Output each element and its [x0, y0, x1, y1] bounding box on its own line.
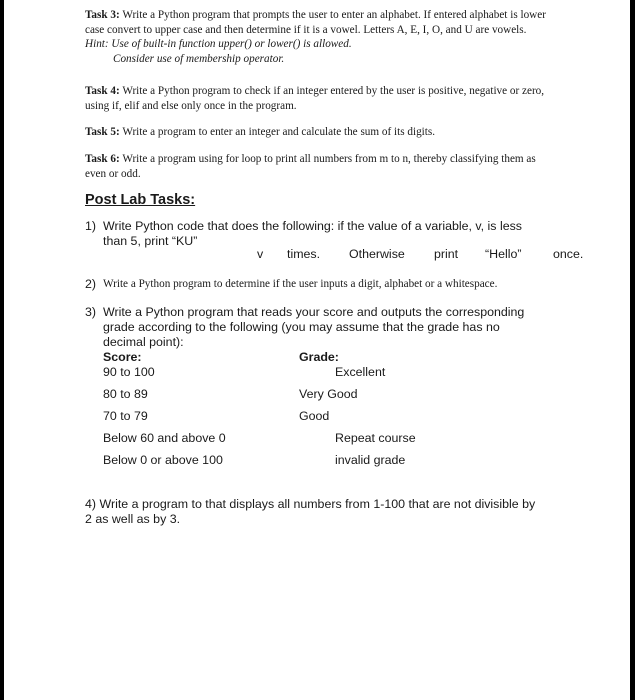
- task-3: [85, 8, 595, 66]
- grade-row-5: invalid grade: [335, 453, 406, 467]
- question-4-line-1: Write a program to that displays all numbers from 1-100 that are not divisible by: [99, 497, 536, 511]
- question-3-line-3: decimal point):: [103, 335, 184, 349]
- post-lab-question-1: [85, 219, 592, 249]
- question-3-line-2: grade according to the following (you may assume that the grade has no: [103, 320, 500, 334]
- score-row-5: Below 0 or above 100: [103, 453, 223, 467]
- post-lab-question-3: [85, 305, 592, 350]
- task-5-label: Task 5:: [85, 126, 120, 138]
- question-1-word-print: print: [434, 247, 459, 261]
- task-3-line-2: case convert to upper case and then determine if it is a vowel. Letters A, E, I, O, and U are vowels.: [85, 23, 527, 36]
- question-4-line-2: 2 as well as by 3.: [85, 512, 181, 526]
- question-2-number: 2): [85, 277, 97, 291]
- post-lab-question-4: [85, 497, 595, 527]
- task-6-label: Task 6:: [85, 153, 120, 165]
- question-3-line-1: Write a Python program that reads your score and outputs the corresponding: [103, 305, 525, 319]
- task-4-line-1: Write a Python program to check if an integer entered by the user is positive, negative or zero,: [122, 85, 545, 97]
- score-header: Score:: [103, 350, 142, 364]
- task-4: [85, 84, 595, 113]
- grade-header: Grade:: [299, 350, 339, 364]
- question-1-word-once: once.: [553, 247, 584, 261]
- grade-row-4: Repeat course: [335, 431, 416, 445]
- grade-row-2: Very Good: [299, 387, 358, 401]
- score-row-4: Below 60 and above 0: [103, 431, 226, 445]
- task-5: [85, 125, 595, 140]
- task-3-hint: Hint: Use of built-in function upper() or lower() is allowed.: [85, 38, 352, 50]
- document-page: [4, 0, 630, 700]
- task-6-line-2: even or odd.: [85, 167, 141, 180]
- task-3-line-1: Write a Python program that prompts the user to enter an alphabet. If entered alphabet is lower: [122, 9, 546, 21]
- task-6-line-1: Write a program using for loop to print all numbers from m to n, thereby classifying them as: [122, 153, 536, 165]
- task-4-line-2: using if, elif and else only once in the program.: [85, 99, 297, 112]
- task-6: [85, 152, 595, 181]
- grade-row-1: Excellent: [335, 365, 386, 379]
- task-5-line-1: Write a program to enter an integer and calculate the sum of its digits.: [122, 126, 436, 138]
- question-1-word-hello: “Hello”: [485, 247, 522, 261]
- task-3-consider: Consider use of membership operator.: [113, 52, 285, 65]
- question-1-word-times: times.: [287, 247, 321, 261]
- question-3-number: 3): [85, 305, 97, 319]
- question-4-number: 4): [85, 497, 97, 511]
- task-4-label: Task 4:: [85, 85, 120, 97]
- score-row-1: 90 to 100: [103, 365, 155, 379]
- score-row-3: 70 to 79: [103, 409, 148, 423]
- question-1-word-v: v: [257, 247, 264, 261]
- post-lab-heading: Post Lab Tasks:: [85, 192, 196, 208]
- score-row-2: 80 to 89: [103, 387, 148, 401]
- question-1-number: 1): [85, 219, 97, 233]
- question-2-text: Write a Python program to determine if the user inputs a digit, alphabet or a whitespace.: [103, 278, 498, 290]
- question-1-word-otherwise: Otherwise: [349, 247, 405, 261]
- question-1-line-2: than 5, print “KU”: [103, 234, 198, 248]
- grade-row-3: Good: [299, 409, 330, 423]
- task-3-label: Task 3:: [85, 9, 120, 21]
- question-1-line-1: Write Python code that does the following: if the value of a variable, v, is less: [103, 219, 522, 233]
